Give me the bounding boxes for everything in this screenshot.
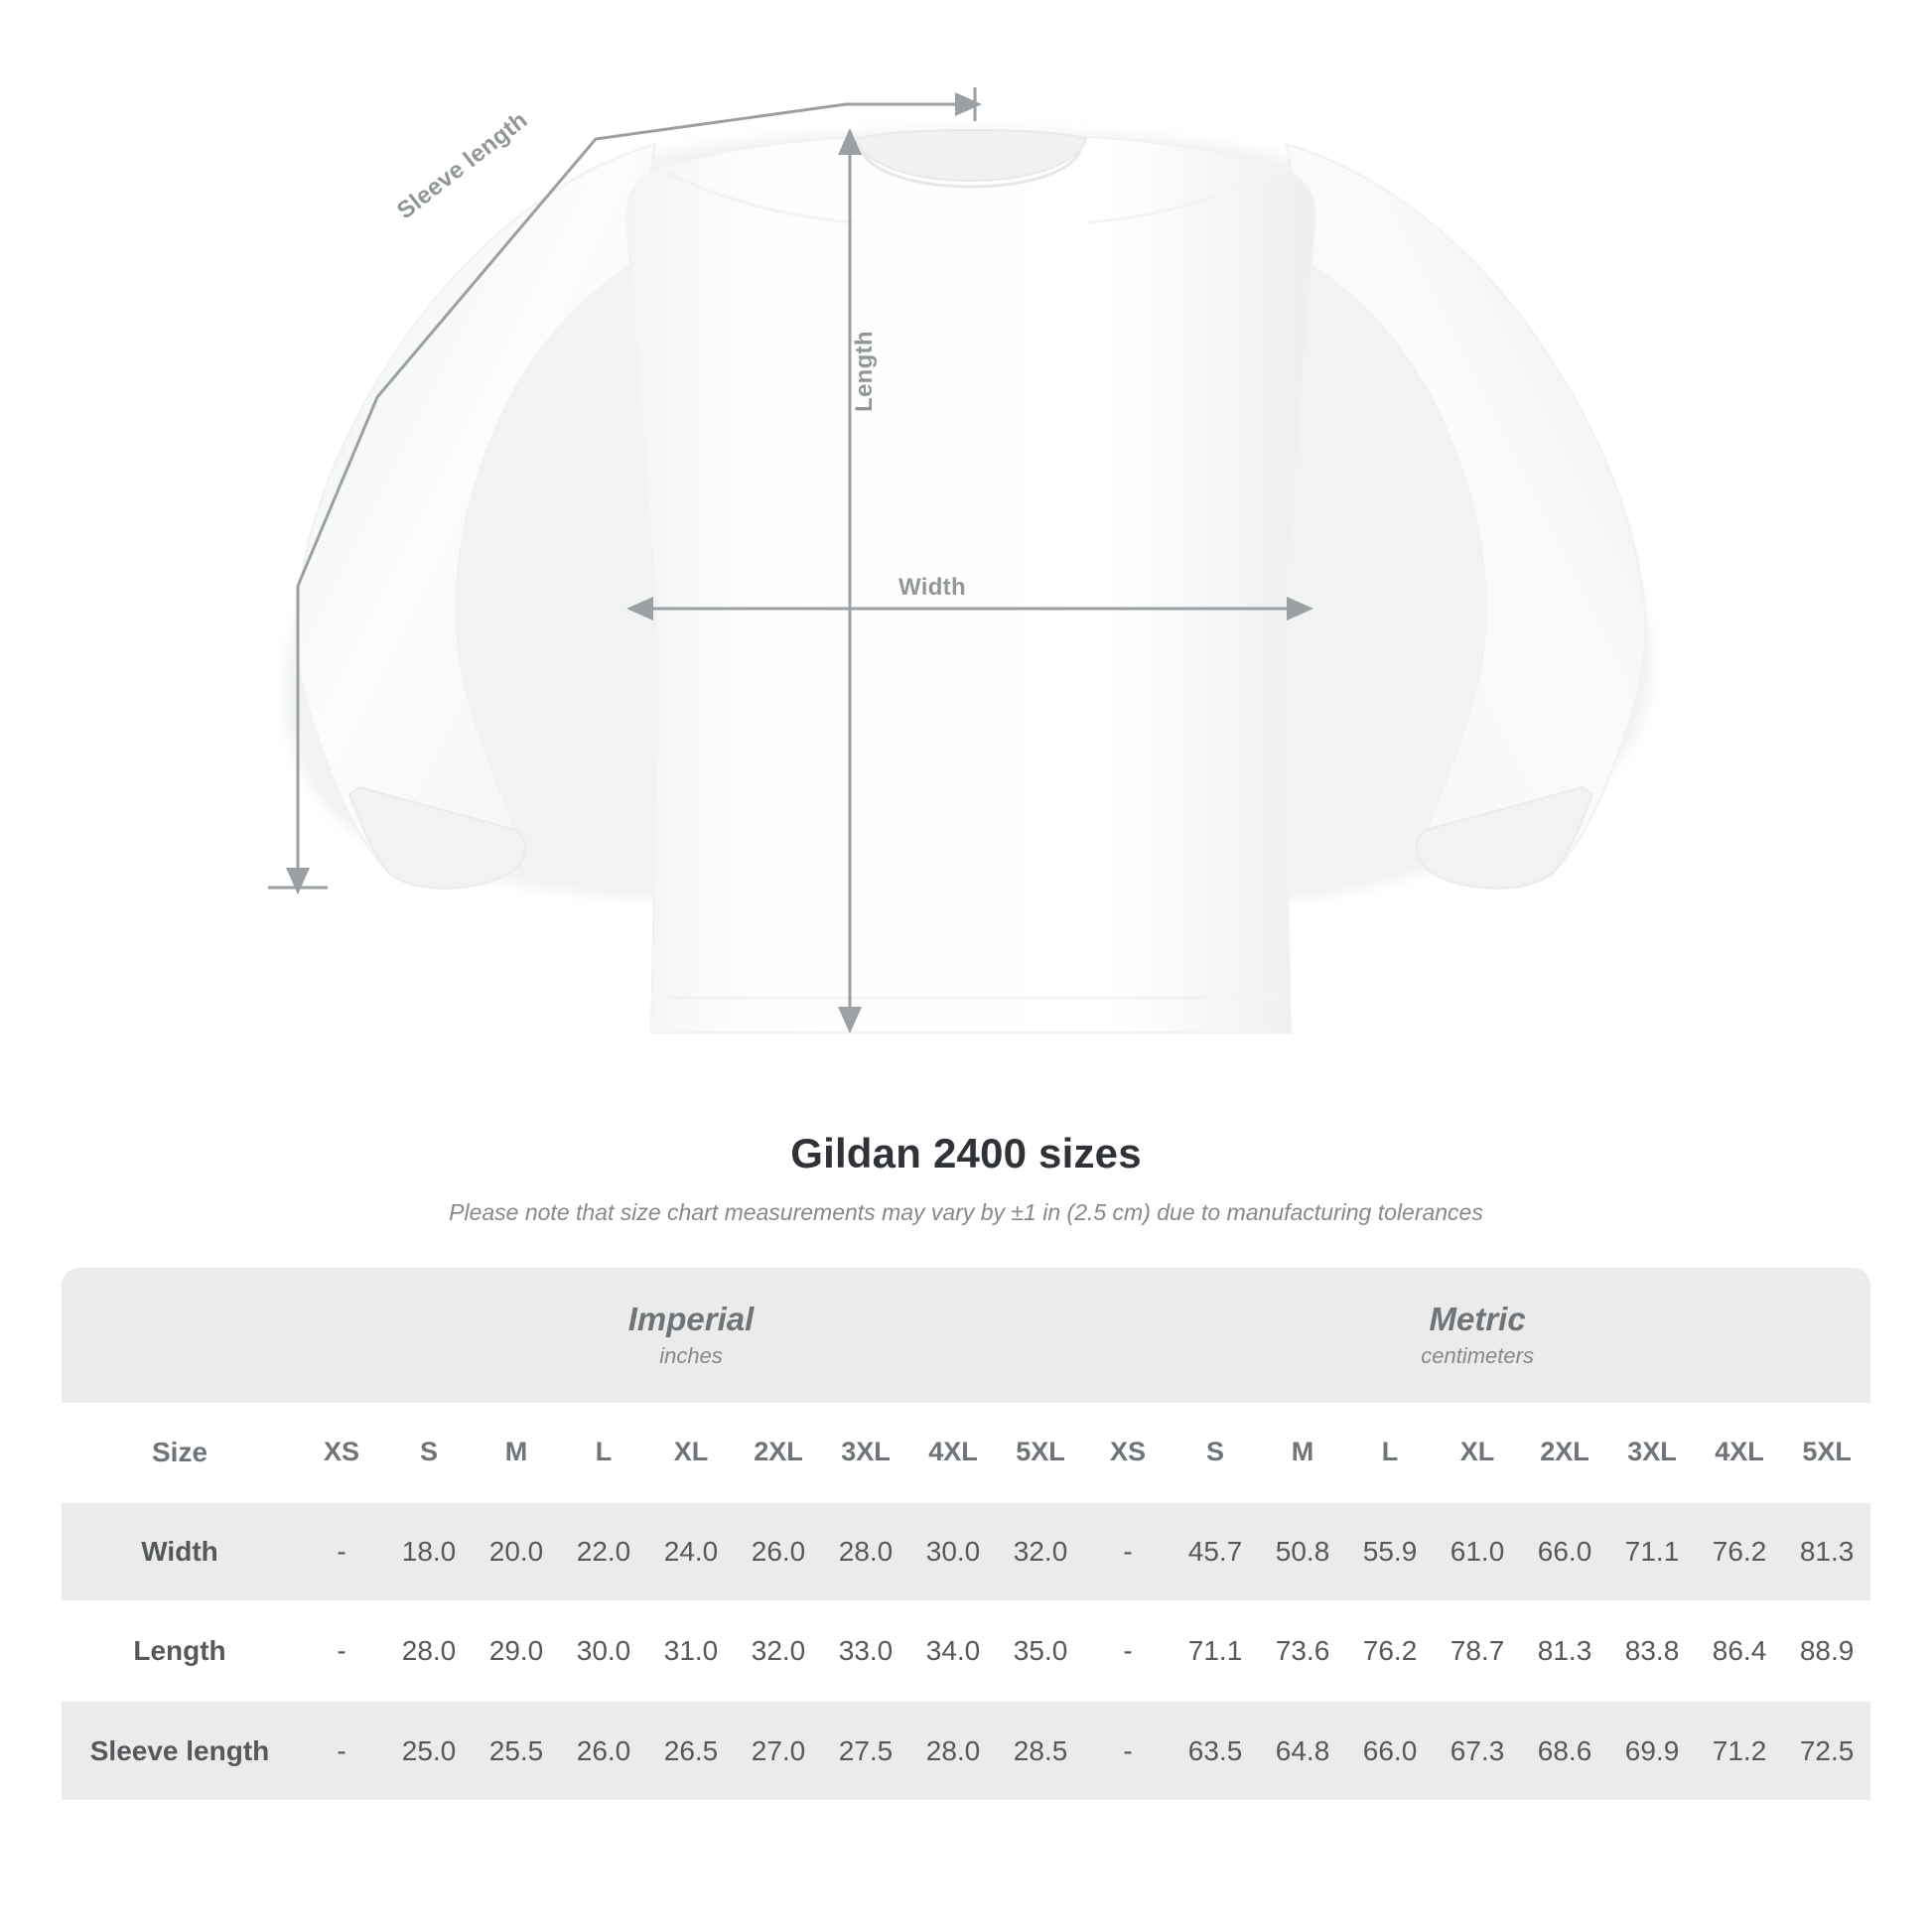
cell-sleeve-imperial-xs: - [298,1701,385,1800]
cell-sleeve-metric-l: 66.0 [1346,1701,1434,1800]
cell-length-metric-2xl: 81.3 [1521,1601,1608,1701]
cell-length-imperial-xs: - [298,1601,385,1701]
cell-sleeve-metric-3xl: 69.9 [1608,1701,1696,1800]
cell-sleeve-imperial-xl: 26.5 [647,1701,735,1800]
size-header-imperial-m: M [473,1403,560,1502]
size-table [62,1268,1870,1800]
cell-length-metric-xl: 78.7 [1434,1601,1521,1701]
cell-length-metric-4xl: 86.4 [1696,1601,1783,1701]
table-row [62,1601,1870,1701]
size-header-metric-m: M [1259,1403,1346,1502]
size-header-imperial-2xl: 2XL [735,1403,822,1502]
cell-width-imperial-xs: - [298,1502,385,1601]
cell-sleeve-metric-xl: 67.3 [1434,1701,1521,1800]
sleeve-length-label: Sleeve length [392,106,533,225]
cell-width-imperial-2xl: 26.0 [735,1502,822,1601]
imperial-system-name: Imperial [627,1300,755,1337]
cell-sleeve-imperial-l: 26.0 [560,1701,647,1800]
cell-width-metric-m: 50.8 [1259,1502,1346,1601]
metric-system-unit: centimeters [1421,1343,1534,1369]
size-header-metric-2xl: 2XL [1521,1403,1608,1502]
width-label: Width [898,574,966,601]
size-header-metric-l: L [1346,1403,1434,1502]
table-row [62,1701,1870,1800]
cell-width-metric-2xl: 66.0 [1521,1502,1608,1601]
cell-length-imperial-4xl: 34.0 [909,1601,997,1701]
cell-length-imperial-l: 30.0 [560,1601,647,1701]
size-header-metric-s: S [1172,1403,1259,1502]
size-header-row [62,1403,1870,1502]
metric-system-name: Metric [1429,1300,1526,1337]
cell-sleeve-metric-4xl: 71.2 [1696,1701,1783,1800]
size-header-imperial-s: S [385,1403,473,1502]
unit-system-header-row [62,1268,1870,1403]
imperial-header-cell [298,1268,1084,1403]
cell-sleeve-imperial-4xl: 28.0 [909,1701,997,1800]
cell-length-imperial-3xl: 33.0 [822,1601,909,1701]
size-header-imperial-3xl: 3XL [822,1403,909,1502]
cell-length-metric-xs: - [1084,1601,1172,1701]
cell-width-metric-s: 45.7 [1172,1502,1259,1601]
cell-sleeve-imperial-2xl: 27.0 [735,1701,822,1800]
row-label-sleeve-length: Sleeve length [62,1701,298,1800]
cell-sleeve-metric-5xl: 72.5 [1783,1701,1870,1800]
cell-length-metric-s: 71.1 [1172,1601,1259,1701]
size-header-imperial-4xl: 4XL [909,1403,997,1502]
cell-length-metric-m: 73.6 [1259,1601,1346,1701]
size-table-container [62,1268,1870,1800]
size-header-metric-4xl: 4XL [1696,1403,1783,1502]
cell-length-metric-3xl: 83.8 [1608,1601,1696,1701]
cell-sleeve-imperial-5xl: 28.5 [997,1701,1084,1800]
size-header-imperial-xs: XS [298,1403,385,1502]
size-header-metric-3xl: 3XL [1608,1403,1696,1502]
size-header-metric-xs: XS [1084,1403,1172,1502]
size-header-label: Size [62,1403,298,1502]
shirt-body [626,137,1314,1033]
length-label: Length [851,331,878,412]
page-title: Gildan 2400 sizes [790,1130,1142,1176]
cell-sleeve-metric-m: 64.8 [1259,1701,1346,1800]
cell-width-imperial-l: 22.0 [560,1502,647,1601]
cell-width-metric-4xl: 76.2 [1696,1502,1783,1601]
size-header-imperial-5xl: 5XL [997,1403,1084,1502]
cell-width-metric-xs: - [1084,1502,1172,1601]
cell-width-imperial-5xl: 32.0 [997,1502,1084,1601]
cell-length-imperial-2xl: 32.0 [735,1601,822,1701]
size-header-metric-xl: XL [1434,1403,1521,1502]
row-label-length: Length [62,1601,298,1701]
cell-length-imperial-5xl: 35.0 [997,1601,1084,1701]
tolerance-note: Please note that size chart measurements may vary by ±1 in (2.5 cm) due to manufacturing tolerances [449,1199,1483,1225]
cell-length-metric-l: 76.2 [1346,1601,1434,1701]
cell-length-imperial-m: 29.0 [473,1601,560,1701]
cell-sleeve-imperial-m: 25.5 [473,1701,560,1800]
cell-sleeve-metric-2xl: 68.6 [1521,1701,1608,1800]
cell-width-imperial-m: 20.0 [473,1502,560,1601]
metric-header-cell [1084,1268,1870,1403]
cell-width-metric-l: 55.9 [1346,1502,1434,1601]
cell-width-imperial-3xl: 28.0 [822,1502,909,1601]
cell-width-imperial-s: 18.0 [385,1502,473,1601]
cell-length-metric-5xl: 88.9 [1783,1601,1870,1701]
size-header-imperial-xl: XL [647,1403,735,1502]
cell-length-imperial-xl: 31.0 [647,1601,735,1701]
cell-width-metric-5xl: 81.3 [1783,1502,1870,1601]
cell-width-metric-xl: 61.0 [1434,1502,1521,1601]
row-label-width: Width [62,1502,298,1601]
cell-width-imperial-xl: 24.0 [647,1502,735,1601]
size-header-metric-5xl: 5XL [1783,1403,1870,1502]
cell-length-imperial-s: 28.0 [385,1601,473,1701]
cell-sleeve-imperial-3xl: 27.5 [822,1701,909,1800]
unit-header-spacer [62,1268,298,1403]
cell-sleeve-metric-s: 63.5 [1172,1701,1259,1800]
size-header-imperial-l: L [560,1403,647,1502]
imperial-system-unit: inches [659,1343,723,1369]
table-row [62,1502,1870,1601]
cell-width-imperial-4xl: 30.0 [909,1502,997,1601]
cell-width-metric-3xl: 71.1 [1608,1502,1696,1601]
cell-sleeve-metric-xs: - [1084,1701,1172,1800]
cell-sleeve-imperial-s: 25.0 [385,1701,473,1800]
